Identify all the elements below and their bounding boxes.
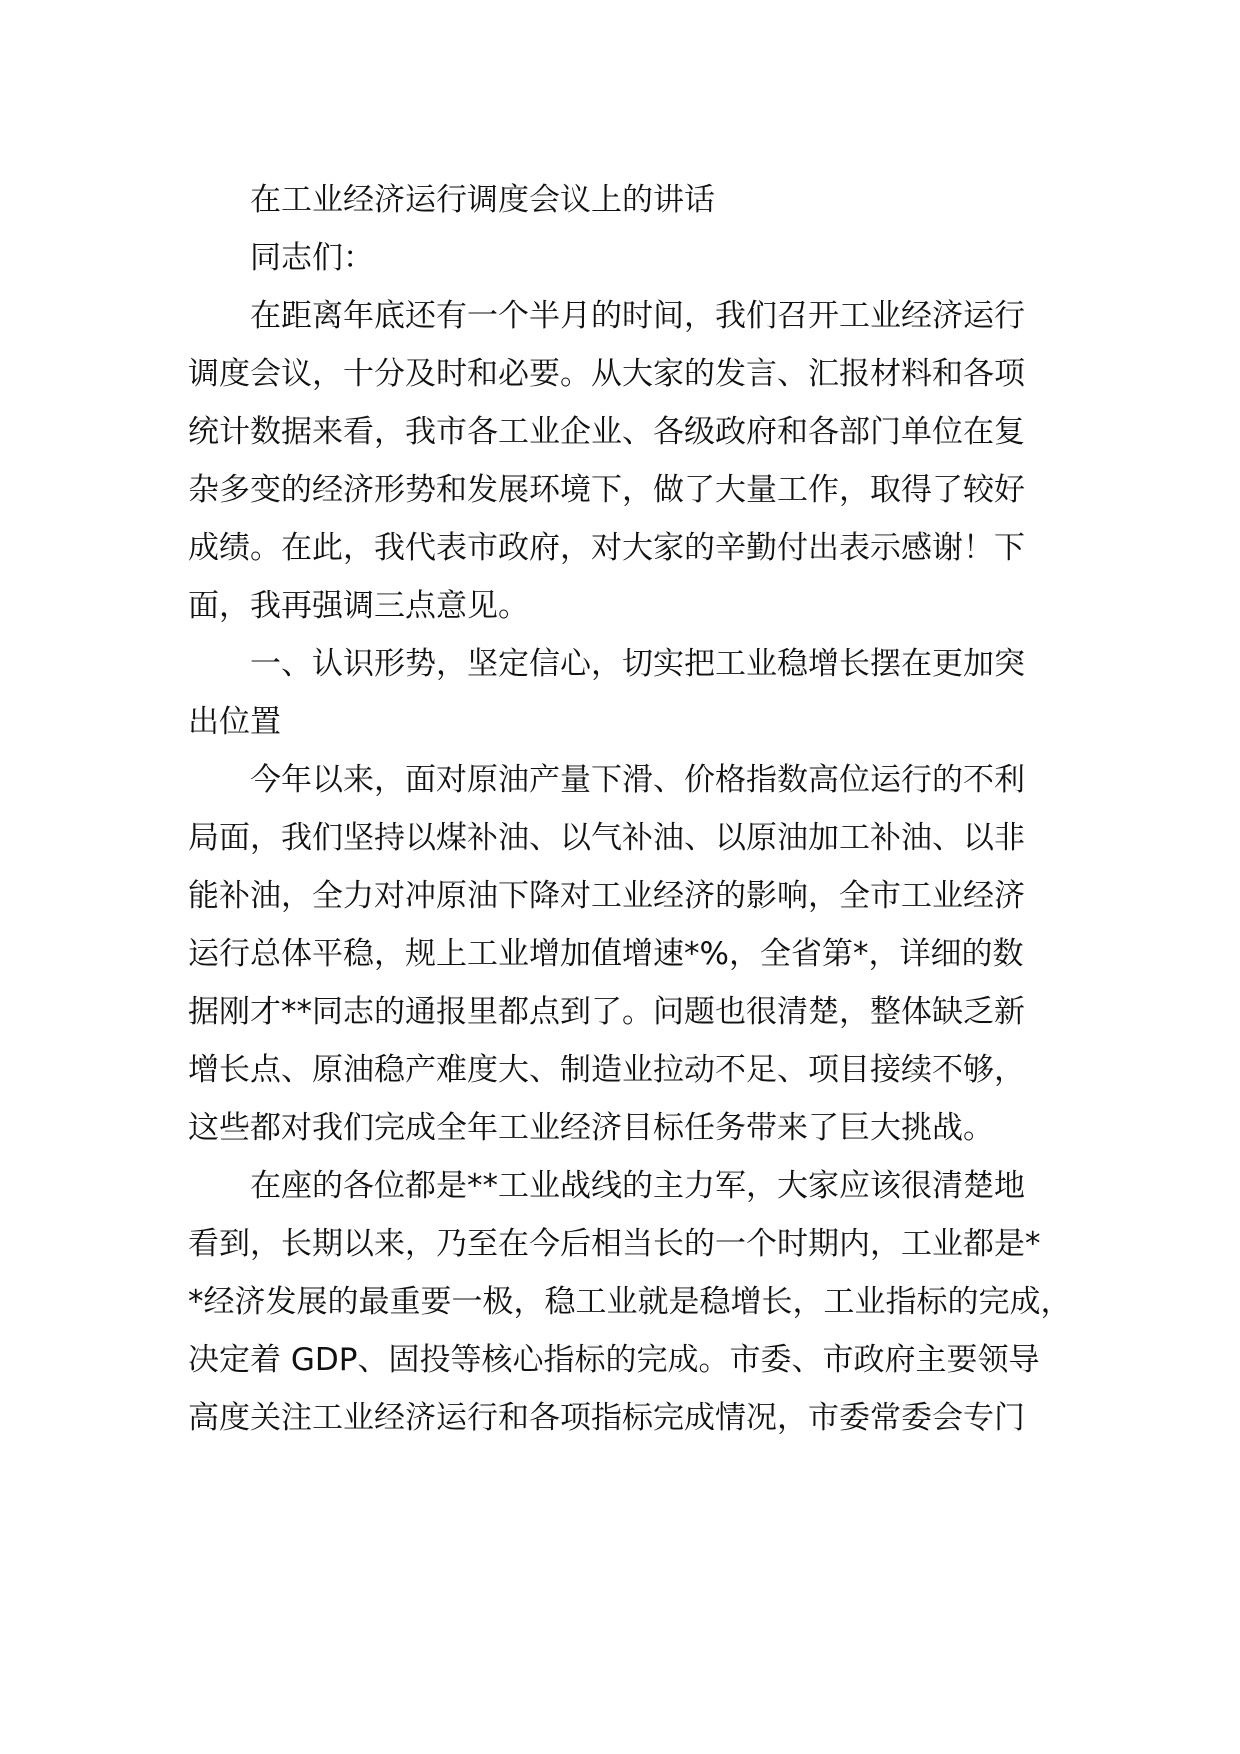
section-heading-line: 一、认识形势，坚定信心，切实把工业稳增长摆在更加突: [250, 646, 1025, 682]
paragraph-line: 面，我再强调三点意见。: [188, 588, 529, 624]
section-heading-line: 出位置: [188, 704, 281, 740]
paragraph-line: 据刚才**同志的通报里都点到了。问题也很清楚，整体缺乏新: [188, 994, 1025, 1030]
paragraph-line: 局面，我们坚持以煤补油、以气补油、以原油加工补油、以非: [188, 820, 1025, 856]
paragraph-line: 在距离年底还有一个半月的时间，我们召开工业经济运行: [250, 298, 1025, 334]
paragraph-line: 运行总体平稳，规上工业增加值增速*%，全省第*，详细的数: [188, 936, 1024, 972]
paragraph-line: 决定着 GDP、固投等核心指标的完成。市委、市政府主要领导: [188, 1342, 1040, 1378]
paragraph-line: 成绩。在此，我代表市政府，对大家的辛勤付出表示感谢！下: [188, 530, 1025, 566]
paragraph-line: 今年以来，面对原油产量下滑、价格指数高位运行的不利: [250, 762, 1025, 798]
paragraph-line: 调度会议，十分及时和必要。从大家的发言、汇报材料和各项: [188, 356, 1025, 392]
document-title: 在工业经济运行调度会议上的讲话: [250, 182, 715, 218]
paragraph-line: 看到，长期以来，乃至在今后相当长的一个时期内，工业都是*: [188, 1226, 1041, 1262]
salutation: 同志们：: [250, 240, 374, 276]
paragraph-line: 这些都对我们完成全年工业经济目标任务带来了巨大挑战。: [188, 1110, 994, 1146]
paragraph-line: 能补油，全力对冲原油下降对工业经济的影响，全市工业经济: [188, 878, 1025, 914]
paragraph-line: 在座的各位都是**工业战线的主力军，大家应该很清楚地: [250, 1168, 1025, 1204]
paragraph-line: 高度关注工业经济运行和各项指标完成情况，市委常委会专门: [188, 1400, 1025, 1436]
paragraph-line: 统计数据来看，我市各工业企业、各级政府和各部门单位在复: [188, 414, 1025, 450]
paragraph-line: *经济发展的最重要一极，稳工业就是稳增长，工业指标的完成，: [188, 1284, 1072, 1320]
paragraph-line: 杂多变的经济形势和发展环境下，做了大量工作，取得了较好: [188, 472, 1025, 508]
paragraph-line: 增长点、原油稳产难度大、制造业拉动不足、项目接续不够，: [188, 1052, 1025, 1088]
